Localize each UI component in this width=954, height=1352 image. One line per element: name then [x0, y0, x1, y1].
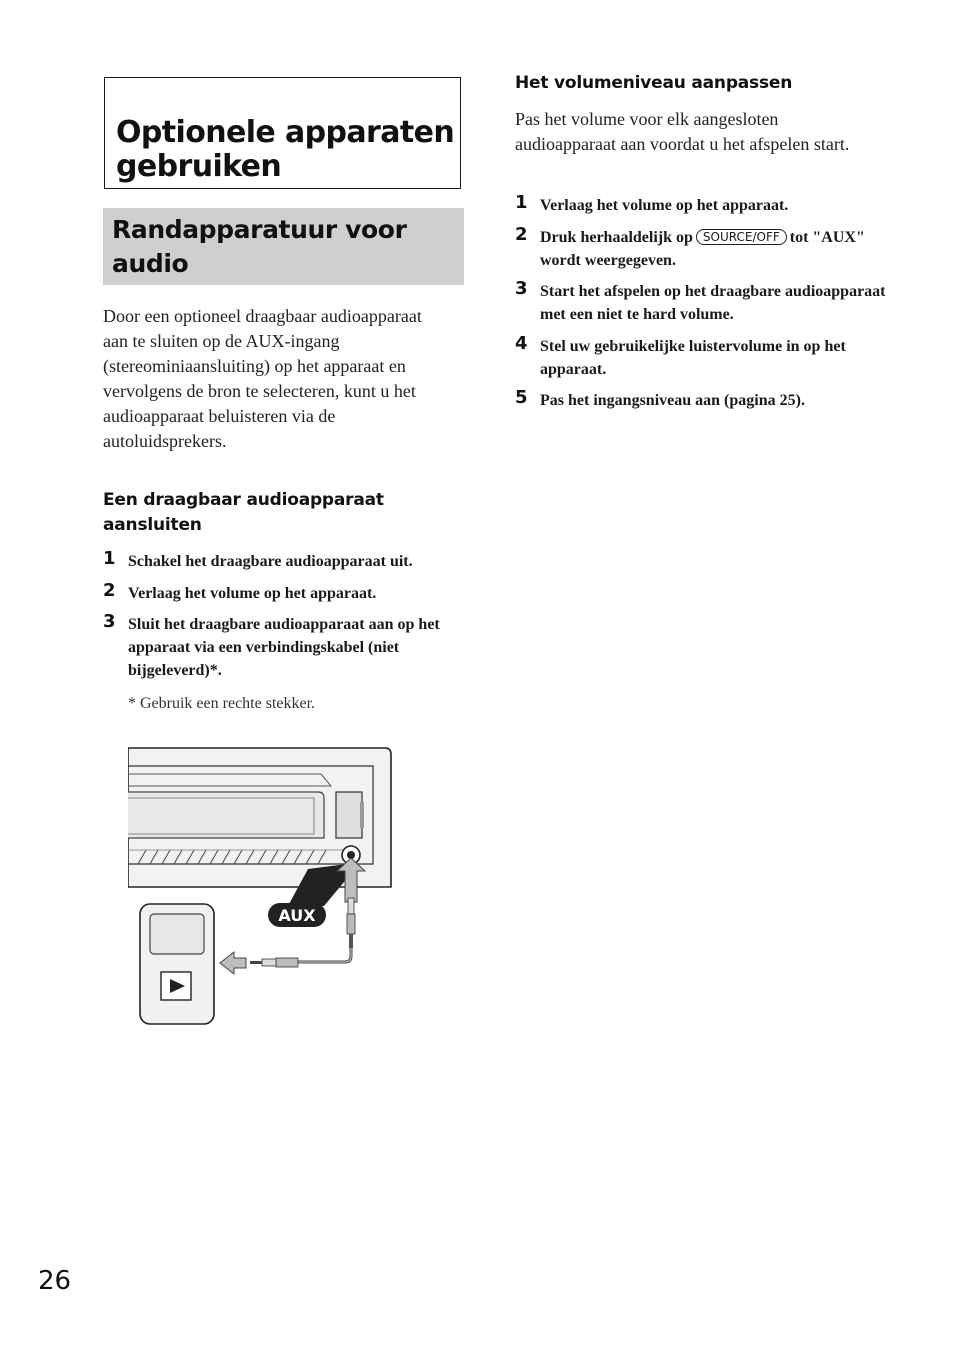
intro-paragraph: Door een optioneel draagbaar audioapparaat aan te sluiten op de AUX-ingang (stereominiaansluiting) op het apparaat en vervolgens de bron te selecteren, kunt u het audioapparaat beluisteren via de autoluidsprekers. [103, 306, 422, 451]
step-text: Pas het ingangsniveau aan (pagina 25). [540, 392, 805, 409]
arrow-icon [220, 952, 246, 974]
portable-player [140, 904, 214, 1024]
step-text: Verlaag het volume op het apparaat. [540, 197, 789, 214]
step-number: 5 [515, 387, 528, 408]
page-number: 26 [38, 1266, 72, 1296]
section-title-box [103, 208, 464, 285]
step-text: Verlaag het volume op het apparaat. [128, 585, 377, 602]
aux-label: AUX [278, 906, 316, 925]
volume-heading: Het volumeniveau aanpassen [515, 73, 793, 93]
step-text [540, 226, 885, 272]
footnote: * Gebruik een rechte stekker. [128, 695, 316, 712]
step-text: Start het afspelen op het draagbare audioapparaat met een niet te hard volume. [540, 283, 886, 323]
chapter-title: Optionele apparaten gebruiken [116, 115, 455, 184]
step-text: Stel uw gebruikelijke luistervolume in op het apparaat. [540, 338, 846, 378]
section-title: Randapparatuur voor audio [112, 215, 407, 278]
step-number: 1 [515, 192, 528, 213]
aux-label-badge [268, 903, 326, 927]
step-text-after: tot "AUX" wordt weergegeven. [540, 229, 865, 269]
source-off-button-ref: SOURCE/OFF [696, 229, 787, 245]
step-number: 3 [103, 611, 116, 632]
step-text-before: Druk herhaaldelijk op [540, 229, 693, 246]
step-number: 2 [103, 580, 116, 601]
step-number: 1 [103, 548, 116, 569]
step-number: 2 [515, 224, 528, 245]
chapter-title-box [104, 77, 461, 189]
volume-intro: Pas het volume voor elk aangesloten audioapparaat aan voordat u het afspelen start. [515, 109, 850, 154]
step-text: Schakel het draagbare audioapparaat uit. [128, 553, 413, 570]
step-text: Sluit het draagbare audioapparaat aan op het apparaat via een verbindingskabel (niet bijgeleverd)*. [128, 616, 440, 679]
connection-illustration [128, 746, 398, 1031]
step-number: 4 [515, 333, 528, 354]
connect-heading: Een draagbaar audioapparaat aansluiten [103, 490, 384, 535]
step-number: 3 [515, 278, 528, 299]
